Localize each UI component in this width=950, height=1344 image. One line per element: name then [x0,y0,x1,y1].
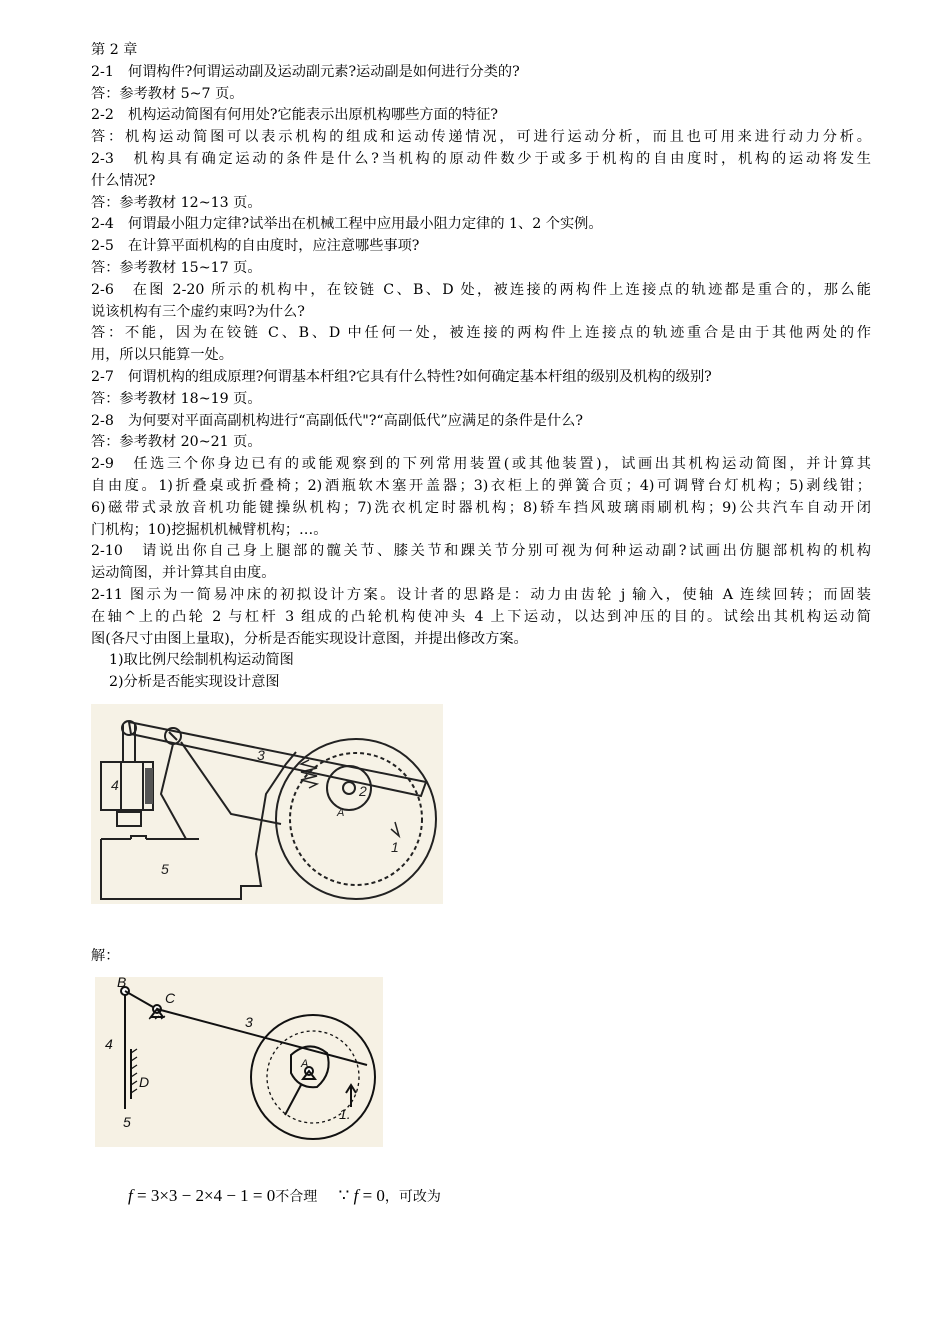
fig1-label-a: A [337,807,345,819]
fig2-label-a: A [301,1058,309,1070]
formula-f: f [128,1186,133,1205]
text-line: 答：参考教材 20~21 页。 [91,434,262,451]
text-line: 2-10 请说出你自己身上腿部的髋关节、膝关节和踝关节分别可视为何种运动副?试画出仿腿部机构的机构 [91,543,871,560]
fig2-label-4: 4 [105,1036,113,1052]
text-line: 2-11 图示为一简易冲床的初拟设计方案。设计者的思路是：动力由齿轮 j 输入，使轴 A 连续回转；而固装 [91,586,871,603]
text-line: 图(各尺寸由图上量取)，分析是否能实现设计意图，并提出修改方案。 [91,630,528,647]
text-line: 2-2 机构运动简图有何用处?它能表示出原机构哪些方面的特征? [91,107,498,124]
text-lines [91,62,871,651]
text-line: 6)磁带式录放音机功能键操纵机构；7)洗衣机定时器机构；8)轿车挡风玻璃雨刷机构；9)公共汽车自动开闭 [91,499,871,516]
text-line: 用，所以只能算一处。 [91,347,233,364]
kinematic-sketch-drawing [95,977,383,1147]
formula-because: ∵ [338,1186,350,1205]
press-mechanism-drawing [91,704,443,904]
text-line: 运动简图，并计算其自由度。 [91,565,276,582]
fig1-label-2: 2 [359,783,367,799]
formula-verdict: 不合理 [275,1190,318,1205]
fig2-label-3: 3 [245,1014,253,1030]
fig1-label-4: 4 [111,777,119,793]
text-line: 2-6 在图 2-20 所示的机构中，在铰链 C、B、D 处，被连接的两构件上连接点的轨迹都是重合的，那么能 [91,281,871,298]
text-line: 2-3 机构具有确定运动的条件是什么?当机构的原动件数少于或多于机构的自由度时，机构的运动将发生 [91,150,871,167]
text-line: 答：参考教材 15~17 页。 [91,259,262,276]
text-line: 说该机构有三个虚约束吗?为什么? [91,303,305,320]
text-line: 2-7 何谓机构的组成原理?何谓基本杆组?它具有什么特性?如何确定基本杆组的级别及机构的级别? [91,368,712,385]
fig1-label-5: 5 [161,861,169,877]
fig2-label-5: 5 [123,1114,131,1130]
step-1: 1)取比例尺绘制机构运动简图 [109,652,294,669]
text-line: 自由度。1)折叠桌或折叠椅；2)酒瓶软木塞开盖器；3)衣柜上的弹簧合页；4)可调臂台灯机构；5)剥线钳； [91,477,871,494]
document-body [91,40,871,694]
fig1-label-1: 1 [391,839,399,855]
text-line: 在轴^上的凸轮 2 与杠杆 3 组成的凸轮机构使冲头 4 上下运动，以达到冲压的目的。试绘出其机构运动简 [91,608,871,625]
text-line: 2-8 为何要对平面高副机构进行“高副低代"?“高副低代”应满足的条件是什么? [91,412,583,429]
formula-equation: = 3×3 − 2×4 − 1 = 0 [132,1186,276,1205]
formula-tail: ，可改为 [384,1190,441,1205]
text-line: 答：不能，因为在铰链 C、B、D 中任何一处，被连接的两构件上连接点的轨迹重合是由于其他两处的作 [91,325,871,342]
dof-formula [128,1186,441,1206]
fig1-label-3: 3 [257,747,265,763]
fig2-label-c: C [165,990,176,1006]
text-line: 答：参考教材 5~7 页。 [91,85,244,102]
text-line: 门机构；10)挖掘机机械臂机构；…。 [91,521,328,538]
text-line: 2-1 何谓构件?何谓运动副及运动副元素?运动副是如何进行分类的? [91,63,520,80]
press-mechanism-figure [91,704,443,904]
chapter-heading: 第 2 章 [91,42,138,58]
formula-f2: f [353,1186,359,1205]
formula-eq2: = 0 [358,1186,385,1205]
text-line: 2-9 任选三个你身边已有的或能观察到的下列常用装置(或其他装置)，试画出其机构运动简图，并计算其 [91,456,871,473]
kinematic-sketch-figure [95,977,383,1147]
text-line: 什么情况? [91,172,156,189]
step-2: 2)分析是否能实现设计意图 [109,674,280,691]
fig2-label-1: 1. [339,1106,351,1122]
fig2-label-d: D [139,1074,150,1090]
text-line: 2-5 在计算平面机构的自由度时，应注意哪些事项? [91,238,420,255]
fig2-label-b: B [117,977,127,990]
text-line: 2-4 何谓最小阻力定律?试举出在机械工程中应用最小阻力定律的 1、2 个实例。 [91,216,603,233]
text-line: 答：参考教材 12~13 页。 [91,194,262,211]
solution-label: 解： [91,948,120,964]
text-line: 答：机构运动简图可以表示机构的组成和运动传递情况，可进行运动分析，而且也可用来进行动力分析。 [91,129,871,146]
text-line: 答：参考教材 18~19 页。 [91,390,262,407]
